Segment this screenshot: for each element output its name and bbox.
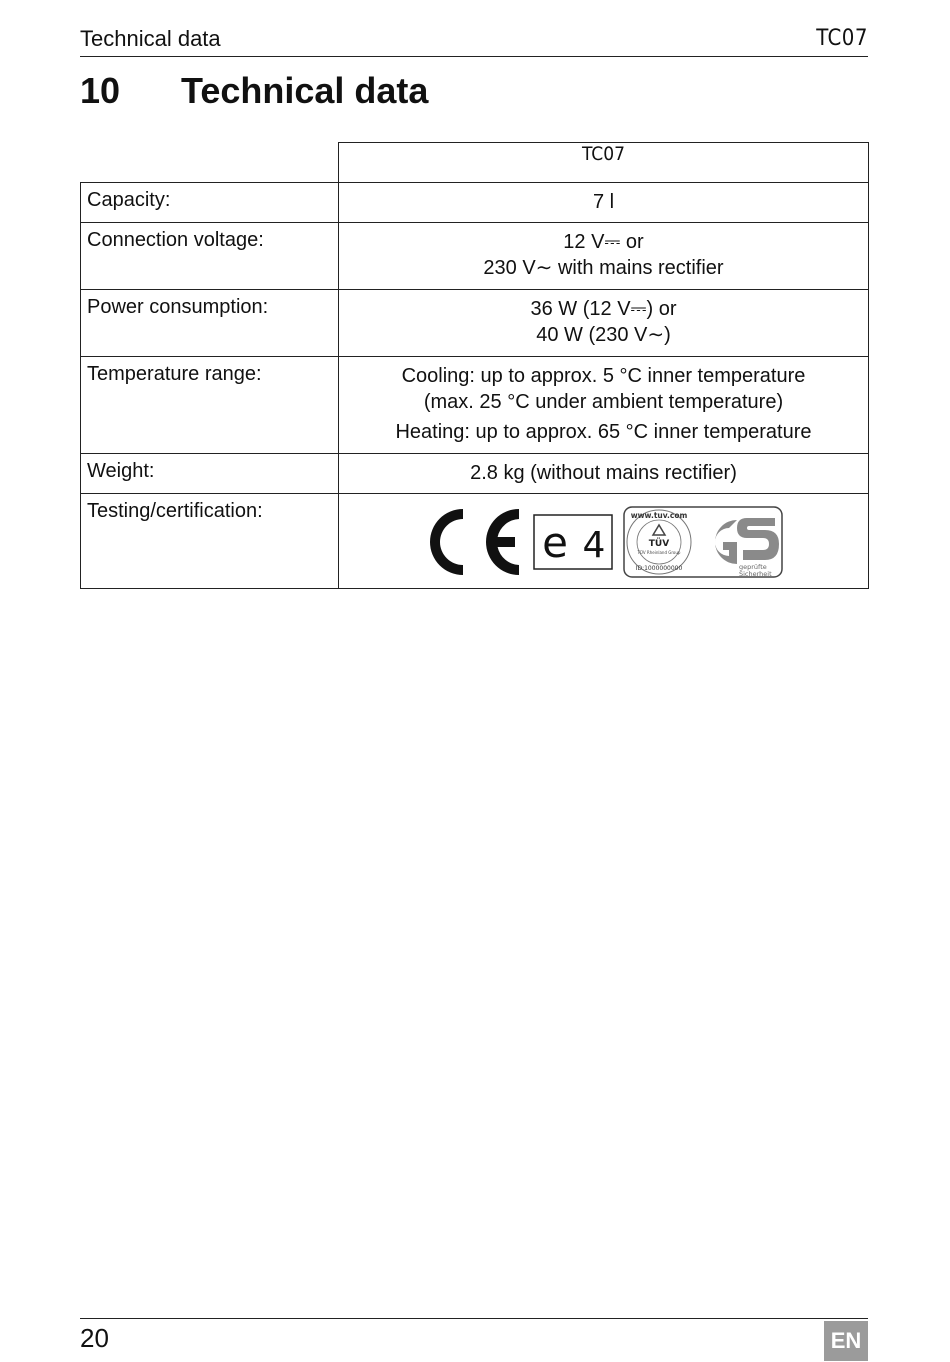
chapter-number: 10: [80, 70, 121, 111]
page-number: 20: [80, 1323, 109, 1353]
gs-text-line1: geprüfte: [738, 563, 767, 571]
row-value-connection-voltage: [339, 223, 869, 290]
row-label-temperature-range: Temperature range:: [81, 357, 339, 454]
row-label-testing-certification: Testing/certification:: [81, 494, 339, 589]
header-section-title: Technical data: [80, 26, 221, 51]
row-label-power-consumption: Power consumption:: [81, 290, 339, 357]
tuv-id: ID:1000000000: [635, 565, 682, 572]
table-row: [81, 494, 869, 589]
table-model-heading: TC07: [339, 143, 869, 183]
ce-mark-icon: [425, 507, 523, 577]
certification-marks: [345, 506, 862, 578]
row-label-capacity: Capacity:: [81, 183, 339, 223]
tuv-url: www.tuv.com: [630, 511, 687, 520]
table-row: [81, 183, 869, 223]
page-header: [80, 24, 868, 57]
value-line: 40 W (230 V∼): [536, 324, 671, 346]
language-badge: EN: [824, 1321, 868, 1361]
row-value-power-consumption: [339, 290, 869, 357]
value-line: Cooling: up to approx. 5 °C inner temperature: [401, 365, 806, 387]
row-value-capacity: [339, 183, 869, 223]
tuv-group: TÜV Rheinland Group: [637, 550, 680, 555]
tuv-brand: TÜV: [648, 539, 669, 549]
e4-mark-icon: [533, 514, 613, 570]
tuv-seal-icon: [627, 510, 691, 574]
table-row: [81, 357, 869, 454]
value-line: 12 V⎓ or: [563, 231, 644, 253]
value-line: 7 l: [592, 191, 615, 213]
e4-number: 4: [582, 525, 605, 566]
chapter-title: Technical data: [181, 70, 429, 111]
row-value-weight: [339, 454, 869, 494]
table-corner-cell: [81, 143, 339, 183]
value-line: 230 V∼ with mains rectifier: [483, 257, 724, 279]
row-label-connection-voltage: Connection voltage:: [81, 223, 339, 290]
e4-letter: e: [541, 518, 568, 567]
row-value-testing-certification: [339, 494, 869, 589]
technical-data-table: [80, 142, 869, 589]
value-line: 2.8 kg (without mains rectifier): [470, 462, 737, 484]
header-model-name: TC07: [816, 26, 868, 51]
table-row: [81, 223, 869, 290]
value-line: Heating: up to approx. 65 °C inner temperature: [395, 421, 812, 443]
row-value-temperature-range: [339, 357, 869, 454]
row-label-weight: Weight:: [81, 454, 339, 494]
page-footer: [80, 1318, 868, 1353]
value-line: 36 W (12 V⎓) or: [530, 298, 677, 320]
tuv-gs-mark: [623, 506, 783, 578]
table-header-row: [81, 143, 869, 183]
table-row: [81, 454, 869, 494]
table-row: [81, 290, 869, 357]
gs-text-line2: Sicherheit: [738, 570, 772, 578]
value-line: (max. 25 °C under ambient temperature): [423, 391, 784, 413]
